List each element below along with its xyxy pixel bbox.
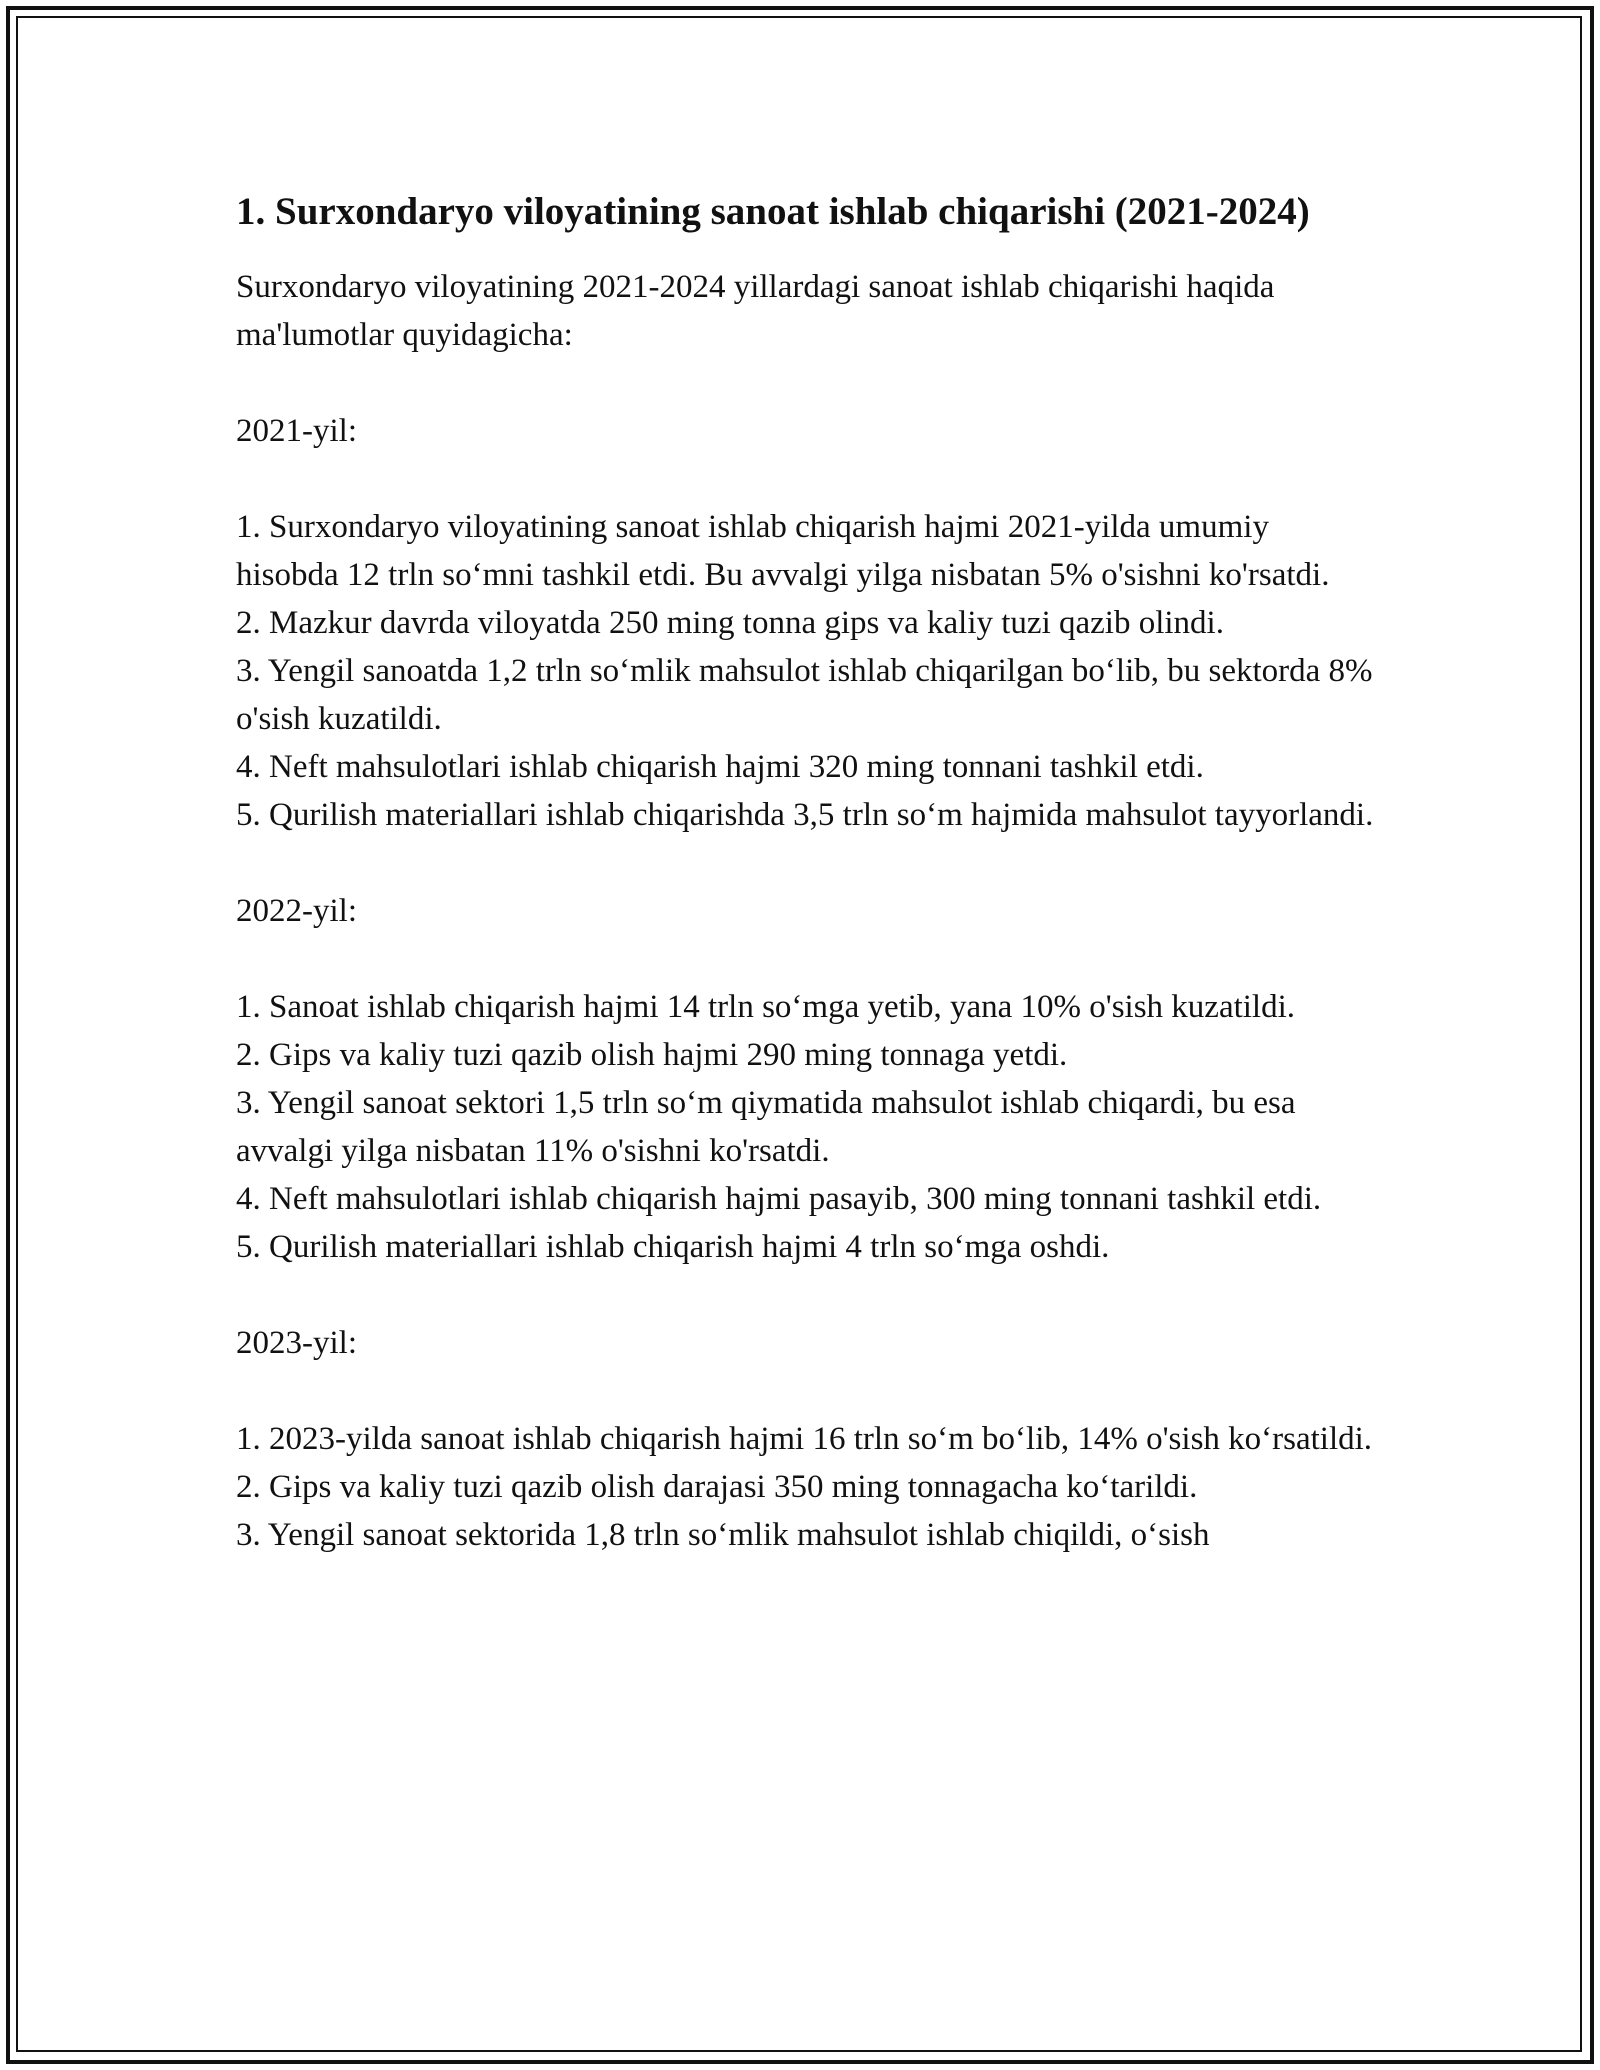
page-title: 1. Surxondaryo viloyatining sanoat ishlab chiqarishi (2021-2024)	[236, 190, 1310, 233]
list-item: 3. Yengil sanoat sektorida 1,8 trln so‘mlik mahsulot ishlab chiqildi, o‘sish	[236, 1517, 1210, 1553]
list-item: 3. Yengil sanoat sektori 1,5 trln so‘m qiymatida mahsulot ishlab chiqardi, bu esa avvalgi yilga nisbatan 11% o'sishni ko'rsatdi.	[236, 1085, 1296, 1169]
list-item: 1. Surxondaryo viloyatining sanoat ishlab chiqarish hajmi 2021-yilda umumiy hisobda 12 trln so‘mni tashkil etdi. Bu avvalgi yilga nisbatan 5% o'sishni ko'rsatdi.	[236, 509, 1330, 593]
section-heading: 2023-yil:	[236, 1325, 357, 1361]
section-2023	[236, 1319, 1376, 1559]
list-item: 4. Neft mahsulotlari ishlab chiqarish hajmi 320 ming tonnani tashkil etdi.	[236, 749, 1204, 785]
intro-paragraph: Surxondaryo viloyatining 2021-2024 yillardagi sanoat ishlab chiqarishi haqida ma'lumotlar quyidagicha:	[236, 269, 1275, 353]
section-heading: 2021-yil:	[236, 413, 357, 449]
section-item-list	[236, 983, 1376, 1271]
section-2022	[236, 887, 1376, 1271]
section-2021	[236, 407, 1376, 839]
list-item: 2. Mazkur davrda viloyatda 250 ming tonna gips va kaliy tuzi qazib olindi.	[236, 605, 1224, 641]
list-item: 2. Gips va kaliy tuzi qazib olish darajasi 350 ming tonnagacha ko‘tarildi.	[236, 1469, 1198, 1505]
list-item: 2. Gips va kaliy tuzi qazib olish hajmi 290 ming tonnaga yetdi.	[236, 1037, 1068, 1073]
list-item: 1. 2023-yilda sanoat ishlab chiqarish hajmi 16 trln so‘m bo‘lib, 14% o'sish ko‘rsatildi.	[236, 1421, 1373, 1457]
list-item: 5. Qurilish materiallari ishlab chiqarishda 3,5 trln so‘m hajmida mahsulot tayyorlandi.	[236, 797, 1374, 833]
section-item-list	[236, 1415, 1376, 1559]
section-heading: 2022-yil:	[236, 893, 357, 929]
document-page	[236, 186, 1376, 1607]
list-item: 3. Yengil sanoatda 1,2 trln so‘mlik mahsulot ishlab chiqarilgan bo‘lib, bu sektorda 8% o'sish kuzatildi.	[236, 653, 1373, 737]
list-item: 1. Sanoat ishlab chiqarish hajmi 14 trln so‘mga yetib, yana 10% o'sish kuzatildi.	[236, 989, 1296, 1025]
section-item-list	[236, 503, 1376, 839]
list-item: 4. Neft mahsulotlari ishlab chiqarish hajmi pasayib, 300 ming tonnani tashkil etdi.	[236, 1181, 1322, 1217]
list-item: 5. Qurilish materiallari ishlab chiqarish hajmi 4 trln so‘mga oshdi.	[236, 1229, 1110, 1265]
